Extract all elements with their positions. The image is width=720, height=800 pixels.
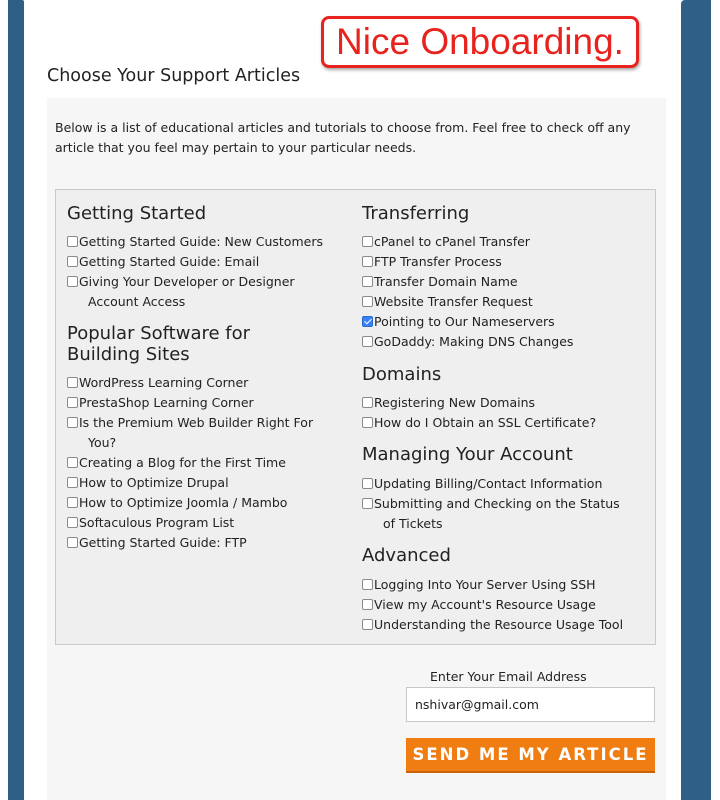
article-option[interactable] bbox=[67, 393, 254, 413]
category-title-line: Popular Software for bbox=[67, 323, 251, 344]
checkbox[interactable] bbox=[67, 397, 78, 408]
category-title-popular-software bbox=[67, 323, 250, 365]
category-title-domains: Domains bbox=[362, 364, 442, 385]
checkbox[interactable] bbox=[362, 417, 373, 428]
category-title-transferring: Transferring bbox=[362, 203, 470, 224]
content-area bbox=[47, 98, 666, 800]
article-label: FTP Transfer Process bbox=[374, 254, 502, 269]
article-option[interactable] bbox=[362, 232, 530, 252]
checkbox[interactable] bbox=[362, 599, 373, 610]
checkbox[interactable] bbox=[362, 478, 373, 489]
article-label: Submitting and Checking on the Status bbox=[374, 496, 620, 511]
article-label: Understanding the Resource Usage Tool bbox=[374, 617, 624, 632]
article-option[interactable] bbox=[362, 413, 596, 433]
article-label: View my Account's Resource Usage bbox=[374, 597, 596, 612]
checkbox[interactable] bbox=[67, 457, 78, 468]
checkbox[interactable] bbox=[67, 497, 78, 508]
email-input[interactable] bbox=[406, 687, 655, 722]
checkbox[interactable] bbox=[362, 336, 373, 347]
article-option[interactable] bbox=[362, 595, 596, 615]
article-option[interactable] bbox=[362, 575, 596, 595]
article-label: Updating Billing/Contact Information bbox=[374, 476, 603, 491]
article-option[interactable] bbox=[67, 272, 295, 312]
article-label: cPanel to cPanel Transfer bbox=[374, 234, 530, 249]
article-label: PrestaShop Learning Corner bbox=[79, 395, 254, 410]
checkbox[interactable] bbox=[67, 256, 78, 267]
checkbox[interactable] bbox=[67, 417, 78, 428]
intro-text: Below is a list of educational articles and tutorials to choose from. Feel free to check off any article that you feel may pertain to your particular needs. bbox=[55, 120, 631, 155]
article-option[interactable] bbox=[362, 494, 620, 534]
article-option[interactable] bbox=[362, 252, 502, 272]
checkbox[interactable] bbox=[362, 579, 373, 590]
checkbox[interactable] bbox=[362, 256, 373, 267]
article-label-continued: Account Access bbox=[88, 294, 186, 309]
article-label: Logging Into Your Server Using SSH bbox=[374, 577, 596, 592]
article-option[interactable] bbox=[362, 393, 535, 413]
checkbox[interactable] bbox=[362, 296, 373, 307]
articles-box bbox=[55, 189, 656, 645]
right-side-bar bbox=[681, 0, 711, 800]
checkbox[interactable] bbox=[67, 377, 78, 388]
article-label: How to Optimize Drupal bbox=[79, 475, 229, 490]
article-label: WordPress Learning Corner bbox=[79, 375, 249, 390]
checkbox[interactable] bbox=[362, 619, 373, 630]
annotation-callout: Nice Onboarding. bbox=[321, 16, 639, 68]
send-article-button[interactable]: SEND ME MY ARTICLE bbox=[406, 738, 655, 771]
article-label-continued: of Tickets bbox=[383, 516, 443, 531]
category-title-managing-account: Managing Your Account bbox=[362, 444, 573, 465]
checkbox[interactable] bbox=[362, 316, 373, 327]
article-option[interactable] bbox=[362, 272, 518, 292]
article-label: Website Transfer Request bbox=[374, 294, 533, 309]
email-label: Enter Your Email Address bbox=[430, 669, 587, 684]
article-option[interactable] bbox=[67, 533, 247, 553]
checkbox[interactable] bbox=[67, 477, 78, 488]
article-option[interactable] bbox=[362, 474, 602, 494]
article-label: Creating a Blog for the First Time bbox=[79, 455, 286, 470]
checkbox[interactable] bbox=[362, 498, 373, 509]
article-label-continued: You? bbox=[88, 435, 117, 450]
article-option[interactable] bbox=[362, 332, 573, 352]
article-label: Getting Started Guide: FTP bbox=[79, 535, 247, 550]
article-option[interactable] bbox=[67, 373, 248, 393]
article-label: Softaculous Program List bbox=[79, 515, 235, 530]
checkbox[interactable] bbox=[362, 276, 373, 287]
left-side-bar bbox=[8, 0, 24, 800]
category-title-advanced: Advanced bbox=[362, 545, 451, 566]
article-label: Getting Started Guide: Email bbox=[79, 254, 260, 269]
page-title: Choose Your Support Articles bbox=[47, 66, 301, 86]
article-option[interactable] bbox=[362, 312, 555, 332]
category-title-getting-started: Getting Started bbox=[67, 203, 207, 224]
article-option[interactable] bbox=[67, 493, 287, 513]
article-label: Pointing to Our Nameservers bbox=[374, 314, 555, 329]
article-label: Is the Premium Web Builder Right For bbox=[79, 415, 314, 430]
article-label: GoDaddy: Making DNS Changes bbox=[374, 334, 574, 349]
article-label: How do I Obtain an SSL Certificate? bbox=[374, 415, 597, 430]
article-label: How to Optimize Joomla / Mambo bbox=[79, 495, 288, 510]
category-title-line: Building Sites bbox=[67, 344, 190, 365]
checkbox[interactable] bbox=[67, 276, 78, 287]
article-option[interactable] bbox=[362, 292, 533, 312]
checkbox[interactable] bbox=[67, 517, 78, 528]
article-label: Transfer Domain Name bbox=[374, 274, 518, 289]
article-option[interactable] bbox=[67, 252, 259, 272]
article-option[interactable] bbox=[67, 453, 286, 473]
article-label: Registering New Domains bbox=[374, 395, 536, 410]
article-label: Giving Your Developer or Designer bbox=[79, 274, 295, 289]
checkbox[interactable] bbox=[362, 397, 373, 408]
checkbox[interactable] bbox=[67, 537, 78, 548]
checkbox[interactable] bbox=[362, 236, 373, 247]
checkbox[interactable] bbox=[67, 236, 78, 247]
article-option[interactable] bbox=[67, 513, 234, 533]
article-option[interactable] bbox=[67, 413, 313, 453]
article-option[interactable] bbox=[362, 615, 623, 635]
article-option[interactable] bbox=[67, 473, 229, 493]
article-label: Getting Started Guide: New Customers bbox=[79, 234, 323, 249]
article-option[interactable] bbox=[67, 232, 323, 252]
